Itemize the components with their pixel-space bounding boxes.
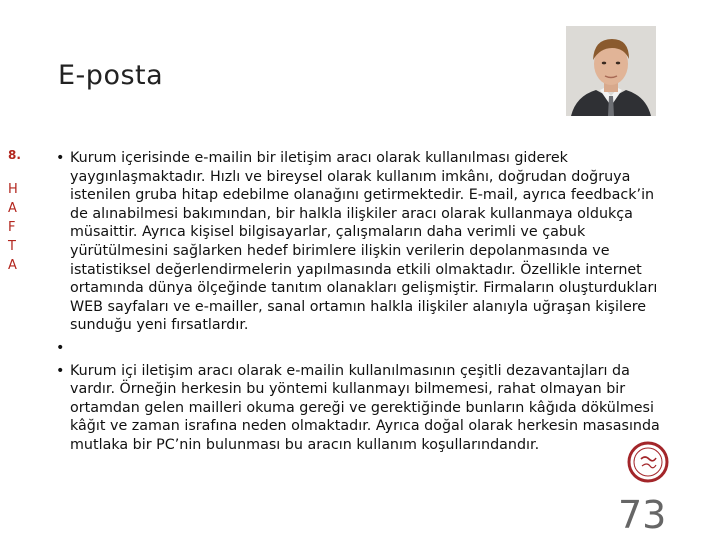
side-marker — [8, 148, 30, 275]
side-marker-letter: A — [8, 201, 17, 216]
slide-title: E-posta — [58, 60, 164, 91]
bullet-item: • Kurum içi iletişim aracı olarak e-mailin kullanılmasının çeşitli dezavantajları da vardır. Örneğin herkesin bu yöntemi kullanmayı bilmemesi, rahat olmayan bir ortamdan gelen mailleri okuma gereği ve gerektiğinde bunların kâğıda dökülmesi kâğıt ve zaman israfına neden olmaktadır. Ayrıca doğal olarak herkesin masasında mutlaka bir PC’nin bulunması bu aracın kullanım koşullarındandır. — [56, 362, 668, 455]
side-marker-letter: A — [8, 258, 17, 273]
side-marker-letter: T — [8, 239, 16, 254]
portrait-image — [566, 26, 656, 116]
side-marker-letter: H — [8, 182, 18, 197]
bullet-item-empty — [56, 339, 668, 358]
university-seal-icon — [627, 441, 669, 483]
page-number: 73 — [618, 493, 667, 537]
portrait-photo — [566, 26, 656, 116]
side-marker-number: 8. — [8, 148, 21, 162]
slide-body — [56, 149, 668, 455]
bullet-item: • Kurum içerisinde e-mailin bir iletişim aracı olarak kullanılması giderek yaygınlaşmaktadır. Hızlı ve bireysel olarak kullanım imkânı, doğrudan doğruya istenilen gruba hitap edebilme olanağını getirmektedir. E-mail, ayrıca feedback’in de alınabilmesi bakımından, bir halkla ilişkiler aracı olarak kullanmaya oldukça müsaittir. Ayrıca kişisel bilgisayarlar, çalışmaların daha verimli ve çabuk yürütülmesini sağlarken hedef birimlere ilişkin verilerin depolanmasında ve istatistiksel değerlendirmelerin yapılmasında etkili olmaktadır. Özellikle internet ortamında dünya ölçeğinde tanıtım olanakları gelişmiştir. Firmaların oluşturdukları WEB sayfaları ve e-mailler, sanal ortamın halkla ilişkiler alanıyla uğraşan kişilere sunduğu yeni fırsatlardır. — [56, 149, 668, 335]
side-marker-letter: F — [8, 220, 16, 235]
